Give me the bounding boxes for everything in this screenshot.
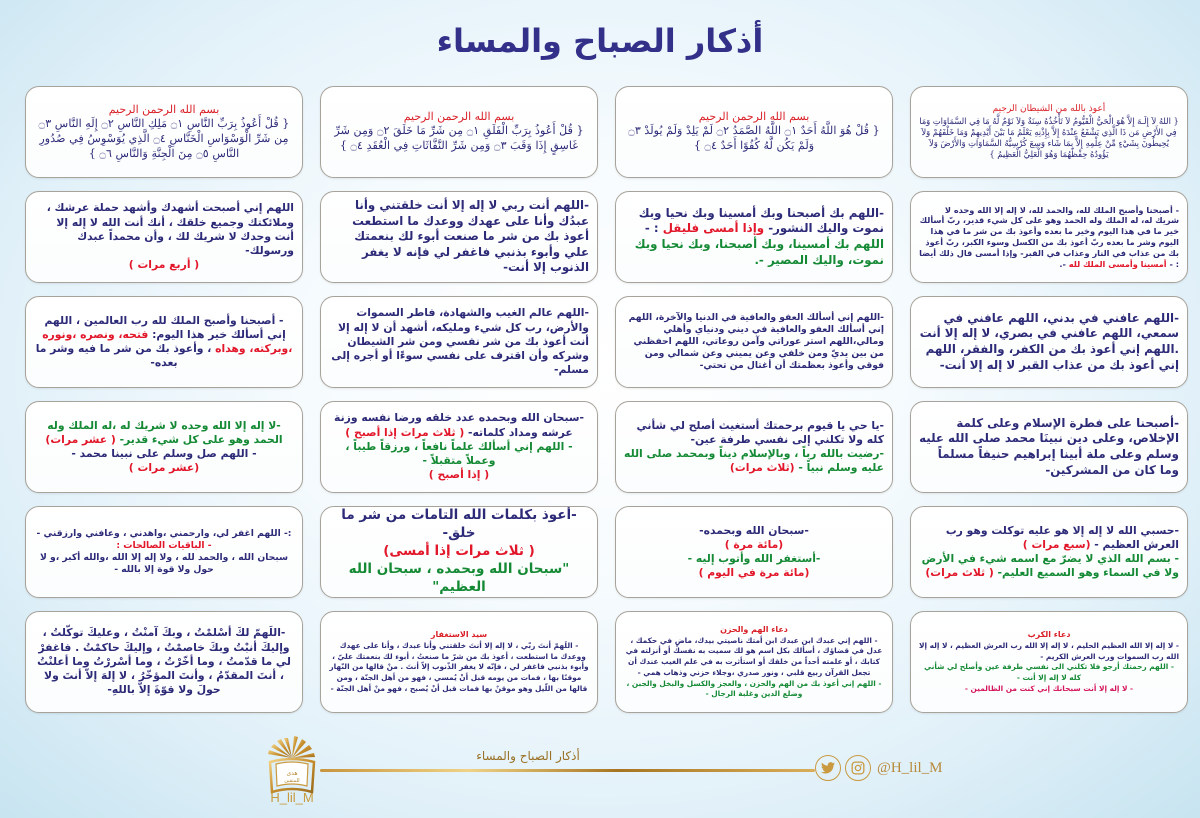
card-heading: دعاء الكرب [1027,630,1071,640]
card-al-afw [615,296,893,388]
card-end-text: -. [1059,258,1066,269]
card-green-text: - اللهم إني أسألك علماً نافعاً ، ورزقاً طيباً ، وعملاً متقبلاً - [345,439,573,468]
card-main-text: - اللهم إني عبدك ابن عبدك ابن أمتك ناصيتي بيدك، ماضٍ في حكمك ، عدل في قضاؤك ، أسألك بكل اسم هو لك سميت به نفسك أو أنزلته في كتابك ، أو علمته أحداً من خلقك أو استأثرت به في علم الغيب عندك أن تجعل القرآن ربيع قلبي ، ونور صدري ،وجلاء حزني وذهاب همي - [625,635,883,677]
card-hasbiyallah [910,506,1188,598]
twitter-icon[interactable] [815,755,841,781]
card-al-ikhlas [615,86,893,178]
card-end-text: سبحان الله ، والحمد لله ، ولا إله إلا الله ،والله أكبر ،و لا حول ولا قوة إلا بالله - [39,552,289,576]
instagram-icon[interactable] [845,755,871,781]
card-text [34,314,294,371]
repeat-count: ( ثلاث مرات إذا أمسى) [383,543,535,560]
card-allahumma-bika [615,191,893,283]
card-dua-al-karb [910,611,1188,713]
card-text: -يا حي يا قيوم برحمتك أستغيث أصلح لي شأني كله ولا تكلني إلى نفسي طرفة عين- [636,418,884,446]
card-green-text: - اللهم رحمتك أرجو فلا تكلني الى نفسي طرفة عين وأصلح لي شأني كله لا إله إلا أنت - [924,662,1174,683]
card-main-text: - لا إله إلا الله العظيم الحليم ، لا إله إلا الله رب العرش العظيم ، لا إله إلا الله رب السموات ورب العرش الكريم - [918,640,1179,661]
logo-handle: H_lil_M [270,790,314,805]
card-heading: بسم الله الرحمن الرحيم [403,109,515,123]
card-highlight: أمسينا وأمسى الملك لله [1068,258,1167,269]
card-text-2 [919,552,1179,581]
card-highlight: - الباقيات الصالحات : [116,539,212,551]
repeat-count: ( ثلاث مرات إذا أصبح ) [345,425,465,439]
card-main-text: -سبحان الله وبحمده- [699,523,809,537]
card-subhanallah-adad [320,401,598,493]
card-text: اللهم إني أصبحت أشهدك وأشهد حملة عرشك ، وملائكتك وجميع خلقك ، أنك أنت الله لا إله إلا أنت وحدك لا شريك لك ، وأن محمداً عبدك ورسولك- [46,201,294,258]
card-green-text: اللهم بك أمسينا، وبك أصبحنا، وبك نحيا وبك نموت، واليك المصير -. [634,237,884,267]
card-main-text: - أصبحنا وأصبح الملك لله رب العالمين ، اللهم إني أسألك خير هذا اليوم: [44,313,286,341]
card-main-text: -أعوذ بكلمات الله التامات من شر ما خلق- [341,507,577,542]
card-green-text: - اللهم إني أعوذ بك من الهم والحزن ، والعجز والكسل والبخل والجبن ، وضلع الدين وغلبة الرجال - [626,678,882,699]
page-title: أذكار الصباح والمساء [436,22,764,60]
card-text [329,411,589,440]
card-alim-al-ghayb [320,296,598,388]
repeat-count: (سبع مرات ) [1022,537,1091,551]
card-text [919,524,1179,553]
card-subhanallah-100 [615,506,893,598]
card-green-text: -لا إله إلا الله وحده لا شريك له ،له الملك وله الحمد وهو على كل شيء قدير- [47,418,283,446]
card-text: -اللهم عالم الغيب والشهادة، فاطر السموات والأرض، رب كل شيء ومليكه، أشهد أن لا إله إلا أنت أعوذ بك من شر نفسي ومن شر الشيطان وشركه وأن اقترف على نفسي سوءًا أو أجره إلى مسلم- [331,306,589,377]
footer [0,720,1200,818]
card-ashhaduka [25,191,303,283]
social-handle[interactable]: @H_lil_M [877,759,943,776]
repeat-count-2: ( ثلاث مرات) [925,566,994,580]
card-heading: بسم الله الرحمن الرحيم [698,109,810,123]
card-main-text: -حسبي الله لا إله إلا هو عليه توكلت وهو رب العرش العظيم - [945,523,1179,551]
repeat-count-2: ( إذا أصبح ) [428,468,490,482]
card-sep: : - [644,221,659,236]
card-baqiyat [25,506,303,598]
card-dua-al-hamm [615,611,893,713]
svg-text:هدى: هدى [286,770,298,777]
card-highlight: وإذا أمسى فليقل [662,221,765,236]
card-heading: بسم الله الرحمن الرحيم [108,102,220,116]
card-text [34,419,294,448]
repeat-count: ( عشر مرات) [45,432,116,446]
card-green-text: "سبحان الله وبحمده ، سبحان الله العظيم" [348,560,570,595]
social-links [815,755,943,781]
card-main-text: - اللهم صل وسلم على نبينا محمد - [71,447,257,460]
card-khayr-hadha-alyawm [25,296,303,388]
card-text: { قُلْ أَعُوذُ بِرَبِّ النَّاسِ ۝١ مَلِكِ النَّاسِ ۝٢ إِلَهِ النَّاسِ ۝٣ مِن شَرِّ الْوَسْوَاسِ الْخَنَّاسِ ۝٤ الَّذِي يُوَسْوِسُ فِي صُدُورِ النَّاسِ ۝٥ مِنَ الْجِنَّةِ وَالنَّاسِ ۝٦ } [38,117,290,160]
card-end-text: ، وأعوذ بك من شر ما فيه وشر ما بعده- [35,342,212,370]
card-main-text: -اللَهمّ لكَ أسْلمْتُ ، وبكَ آمنْتُ ، وعليكَ توكّلتُ ، وإليكَ أنبْتُ وبكَ خاصمْتُ ، وإليكَ حاكمْتُ . فاغفرْ لي ما قدّمتُ ، وما أخّرْتُ ، وما أسْررْتُ وما أعلنْتُ ، أنتَ المقدّمُ ، وأنتَ المؤخّرُ ، لا إلهَ إلاّ أنتَ ولا حولَ ولا قوّةَ إلاّ باللهِ- [37,626,291,697]
footer-title: أذكار الصباح والمساء [476,749,580,763]
card-text [919,205,1179,270]
card-ya-hayy [615,401,893,493]
card-main-text: :- اللهم اغفر لي، وارحمني ،واهدني ، وعافني وارزقني - [36,527,292,539]
repeat-count: (مائة مرة ) [724,537,784,551]
repeat-count-2: (عشر مرات ) [128,461,200,475]
card-aafini [910,296,1188,388]
card-text: -اللهم عافني في بدني، اللهم عافني في سمعي، اللهم عافني في بصري، لا إله إلا أنت .اللهم إني أعوذ بك من الكفر، والفقر، اللهم إني أعوذ بك من عذاب القبر لا إله إلا أنت- [919,310,1179,372]
card-text: { اللهُ لاَ إِلَـهَ إِلاَّ هُوَ الْحَيُّ الْقَيُّومُ لاَ تَأْخُذُهُ سِنَةٌ وَلاَ نَوْمٌ لَّهُ مَا فِي السَّمَاوَاتِ وَمَا فِي الأَرْضِ مَن ذَا الَّذِي يَشْفَعُ عِنْدَهُ إِلاَّ بِإِذْنِهِ يَعْلَمُ مَا بَيْنَ أَيْدِيهِمْ وَمَا خَلْفَهُمْ وَلاَ يُحِيطُونَ بِشَيْءٍ مِّنْ عِلْمِهِ إِلاَّ بِمَا شَاء وَسِعَ كُرْسِيُّهُ السَّمَاوَاتِ وَالأَرْضَ وَلاَ يَؤُودُهُ حِفْظُهُمَا وَهُوَ الْعَلِيُّ الْعَظِيمُ } [919,116,1179,159]
repeat-count: ( أربع مرات ) [128,258,200,272]
card-text [624,206,884,268]
gold-divider [320,769,815,772]
card-heading: دعاء الهم والحزن [720,625,788,634]
card-asbahna-al-mulk [910,191,1188,283]
card-green-text: -رضيت بالله رباً ، وبالإسلام ديناً وبمحمد صلى الله عليه وسلم نبياً - [624,447,884,475]
card-al-falaq [320,86,598,178]
svg-text:للمتقين: للمتقين [284,778,300,784]
card-an-nas [25,86,303,178]
adhkar-grid [24,86,1188,713]
card-kalimat-tammat [320,506,598,598]
card-green-text: - بسم الله الذي لا يضرّ مع اسمه شيء في الأرض ولا في السماء وهو السميع العليم- [921,552,1179,580]
card-pink-text: - لا إله إلا أنت سبحانك إني كنت من الظالمين - [964,683,1134,693]
card-main-text: -سبحان الله وبحمده عدد خلقه ورضا نفسه وزنة عرشه ومداد كلماته- [334,411,584,439]
card-laka-aslamtu [25,611,303,713]
card-text: -اللهم إني أسألك العفو والعافية في الدنيا والآخرة، اللهم إني أسألك العفو والعافية في ديني ودنياي وأهلي ومالي،اللهم استر عوراتي وآمن روعاتي، اللهم احفظني من بين يديّ ومن خلفي وعن يميني وعن شمالي ومن فوقي وأعوذ بعظمتك أن أغتال من تحتي- [628,311,884,372]
card-la-ilaha-wahdahu [25,401,303,493]
card-sayyid-al-istighfar [320,611,598,713]
card-main-text: - أصبحنا وأصبح الملك لله، والحمد لله، لا إله إلا الله وحده لا شريك له، له الملك وله الحمد وهو على كل شيء قدير، ربّ أسألك خير ما في هذا اليوم وخير ما بعده وأعوذ بك من شر ما في هذا اليوم وشر ما بعده ربّ أعوذ بك من الكسل وسوء الكبر، ربّ أعوذ بك من عذاب في النار وعذاب في القبر- وإذا أمسى قال ذلك أيضا : - [919,204,1179,269]
card-sayyid-short [320,191,598,283]
card-ayat-al-kursi [910,86,1188,178]
card-main-text: - اللَهمّ أنتَ ربّي ، لا إله إلا أنتَ خلقتني وأنا عبدك ، وأنا على عهدك ووعدك ما استطعت ، أعوذ بك من شرّ ما صنعتُ ، أبوء لك بنعمتك عليّ ، وأبوء بذنبي فاغفر لي ، فإنّه لا يغفر الذّنوب إلاّ أنتَ . منْ قالها من النّهار موقنًا بها ، فمات من يومه قبل أنْ يُمسي ، فهو من أهل الجنّة ، ومن قالها من اللّيل وهو موقنٌ بها فمات قبل أنْ يُصبح ، فهو منْ أهل الجنّة - [329,640,589,693]
card-text: -أصبحنا على فطرة الإسلام وعلى كلمة الإخلاص، وعلى دين نبينَا محمد صلى الله عليه وسلم وعلى ملة أبينا إبراهيم حنيفاً مسلماً وما كان من المشركين- [919,415,1179,477]
repeat-count: (ثلاث مرات) [729,461,795,475]
card-text-2 [624,447,884,476]
card-main-text: -اللهم بك أصبحنا وبك أمسينا وبك نحيا وبك نموت واليك النشور- [638,205,884,236]
card-text: { قُلْ هُوَ اللَّهُ أَحَدٌ ۝١ اللَّهُ الصَّمَدُ ۝٢ لَمْ يَلِدْ وَلَمْ يُولَدْ ۝٣ وَلَمْ يَكُن لَّهُ كُفُوًا أَحَدٌ ۝٤ } [628,124,880,153]
card-text: -اللهم أنت ربي لا إله إلا أنت خلقتني وأنا عبدُك وأنا على عهدك ووعدك ما استطعت أعوذ بك من شر ما صنعت أبوء لك بنعمتك علي وأبوء بذنبي فاغفر لي فإنه لا يغفر الذنوب إلا أنت- [352,198,589,275]
card-green-text: -أستغفر الله وأتوب إليه - [687,552,821,565]
card-fitrat-al-islam [910,401,1188,493]
card-heading: أعوذ بالله من الشيطان الرجيم [992,104,1106,115]
card-highlight: فتحه، ونصره ،ونوره ،وبركته، وهداه [42,327,293,355]
repeat-count-2: (مائة مرة في اليوم ) [698,566,810,580]
card-heading: سيد الاستغفار [430,630,488,640]
card-text: { قُلْ أَعُوذُ بِرَبِّ الْفَلَقِ ۝١ مِن شَرِّ مَا خَلَقَ ۝٢ وَمِن شَرِّ غَاسِقٍ إِذَا وَقَبَ ۝٣ وَمِن شَرِّ النَّفَّاثَاتِ فِي الْعُقَدِ ۝٤ } [334,124,584,153]
